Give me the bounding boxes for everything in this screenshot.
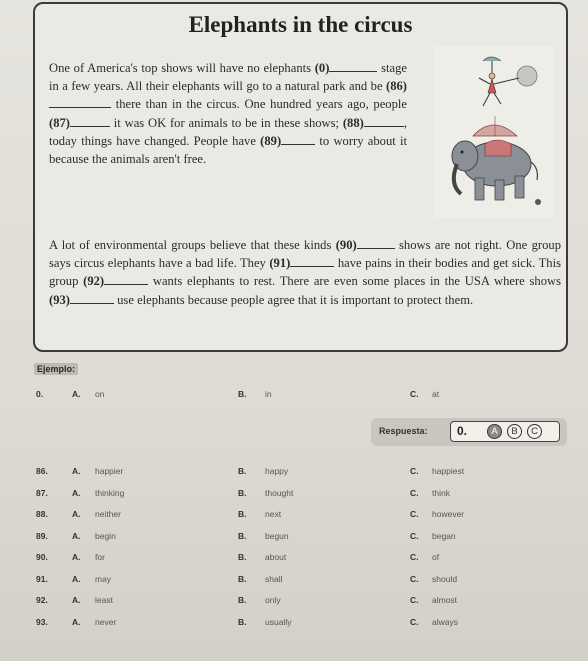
passage-text: have pains in their bodies and get sick. This group: [49, 256, 561, 289]
option-b[interactable]: thought: [265, 487, 294, 498]
option-letter-a: A.: [72, 552, 81, 562]
option-letter-c: C.: [410, 466, 419, 476]
gap-blank[interactable]: [357, 236, 395, 249]
option-letter-b: B.: [238, 595, 247, 605]
option-letter-b: B.: [238, 466, 247, 476]
option-a[interactable]: may: [95, 573, 112, 584]
gap-number: (93): [49, 292, 70, 307]
gap-number: (87): [49, 115, 70, 130]
question-row: [0, 531, 588, 547]
passage-text: wants elephants to rest. There are even some places in the USA where shows: [148, 274, 561, 289]
answer-panel: [371, 418, 567, 446]
option-c[interactable]: began: [432, 530, 456, 541]
option-c[interactable]: however: [432, 509, 465, 519]
question-number: 87.: [36, 487, 48, 498]
option-letter-b: B.: [238, 530, 247, 541]
option-c[interactable]: think: [432, 487, 450, 498]
option-letter-b: B.: [238, 487, 247, 498]
question-row: [0, 509, 588, 525]
gap-number: (89): [260, 133, 282, 148]
option-letter-a: A.: [72, 616, 81, 627]
option-c[interactable]: always: [432, 616, 458, 627]
example-option-c: at: [432, 389, 440, 399]
gap-blank[interactable]: [49, 95, 111, 108]
option-b[interactable]: next: [265, 509, 282, 519]
option-letter-b: B.: [238, 552, 247, 562]
gap-blank[interactable]: [70, 114, 110, 127]
answer-box: [450, 421, 560, 442]
example-number: 0.: [36, 389, 44, 399]
passage-text: it was OK for animals to be in these shows;: [109, 115, 343, 130]
gap-number: (0): [314, 61, 330, 75]
option-b[interactable]: only: [265, 595, 281, 605]
option-a[interactable]: thinking: [95, 487, 125, 498]
option-letter-c: C.: [410, 530, 419, 541]
option-letter-a: A.: [72, 389, 81, 399]
option-letter-c: C.: [410, 595, 419, 605]
question-row: [0, 574, 588, 590]
gap-blank[interactable]: [329, 59, 377, 72]
gap-number: (91): [269, 256, 291, 271]
option-letter-c: C.: [410, 389, 419, 399]
passage-text: there than in the circus. One hundred years ago, people: [111, 97, 407, 112]
option-letter-b: B.: [238, 616, 247, 627]
gap-number: (86): [386, 79, 407, 94]
passage-text: , today things have changed. People have: [49, 115, 407, 148]
option-b[interactable]: shall: [265, 573, 283, 584]
passage-text: A lot of environmental groups believe that these kinds: [49, 238, 336, 252]
answer-number: 0.: [457, 424, 468, 438]
reading-passage-box: [33, 2, 568, 352]
option-c[interactable]: happiest: [432, 466, 465, 476]
option-b[interactable]: about: [265, 552, 287, 562]
option-letter-b: B.: [238, 509, 247, 519]
passage-text: One of America's top shows will have no elephants: [49, 61, 315, 75]
option-a[interactable]: neither: [95, 509, 121, 519]
answer-option-a[interactable]: A: [487, 424, 502, 439]
option-b[interactable]: usually: [265, 616, 292, 627]
passage-text: to worry about it because the animals aren't free.: [49, 133, 407, 167]
answer-option-c[interactable]: C: [527, 424, 542, 439]
passage-text: stage in a few years. All their elephants will go to a natural park and be: [49, 61, 407, 94]
option-letter-a: A.: [72, 466, 81, 476]
gap-blank[interactable]: [364, 114, 404, 127]
example-option-a: on: [95, 389, 105, 399]
option-letter-c: C.: [410, 552, 419, 562]
option-letter-a: A.: [72, 509, 81, 519]
paragraph-2: [49, 236, 561, 309]
question-number: 89.: [36, 530, 48, 541]
question-row: [0, 488, 588, 504]
option-letter-a: A.: [72, 487, 81, 498]
option-a[interactable]: least: [95, 595, 113, 605]
option-letter-c: C.: [410, 616, 419, 627]
option-letter-c: C.: [410, 573, 419, 584]
question-number: 91.: [36, 573, 48, 584]
paragraph-1: [49, 59, 407, 168]
option-a[interactable]: begin: [95, 530, 116, 541]
gap-blank[interactable]: [290, 254, 334, 267]
question-row: [0, 617, 588, 633]
question-row: [0, 595, 588, 611]
option-letter-c: C.: [410, 509, 419, 519]
question-row: [0, 552, 588, 568]
option-letter-a: A.: [72, 573, 81, 584]
example-option-b: in: [265, 389, 272, 399]
option-letter-a: A.: [72, 530, 81, 541]
gap-blank[interactable]: [70, 291, 114, 304]
gap-blank[interactable]: [104, 272, 148, 285]
passage-title: Elephants in the circus: [188, 12, 413, 37]
answer-label: Respuesta:: [379, 426, 428, 436]
circus-elephant-illustration: [435, 46, 555, 218]
option-a[interactable]: for: [95, 552, 105, 562]
option-b[interactable]: begun: [265, 530, 289, 541]
question-number: 90.: [36, 552, 48, 562]
option-a[interactable]: never: [95, 616, 117, 627]
question-number: 92.: [36, 595, 48, 605]
option-a[interactable]: happier: [95, 466, 124, 476]
option-letter-b: B.: [238, 573, 247, 584]
passage-text: use elephants because people agree that it is important to protect them.: [113, 292, 474, 307]
passage-text: shows are not right. One group says circus elephants have a bad life. They: [49, 238, 561, 271]
question-number: 86.: [36, 466, 48, 476]
question-row: [0, 466, 588, 482]
gap-number: (92): [83, 274, 105, 289]
answer-option-b[interactable]: B: [507, 424, 522, 439]
option-b[interactable]: happy: [265, 466, 289, 476]
example-label: Ejemplo:: [34, 363, 78, 375]
option-c[interactable]: almost: [432, 595, 458, 605]
question-number: 93.: [36, 616, 48, 627]
option-letter-b: B.: [238, 389, 247, 399]
option-letter-c: C.: [410, 487, 419, 498]
gap-blank[interactable]: [281, 132, 315, 145]
gap-number: (88): [342, 115, 364, 130]
option-c[interactable]: of: [432, 552, 440, 562]
gap-number: (90): [335, 238, 357, 252]
question-number: 88.: [36, 509, 48, 519]
example-row: [0, 389, 588, 405]
option-letter-a: A.: [72, 595, 81, 605]
option-c[interactable]: should: [432, 573, 458, 584]
